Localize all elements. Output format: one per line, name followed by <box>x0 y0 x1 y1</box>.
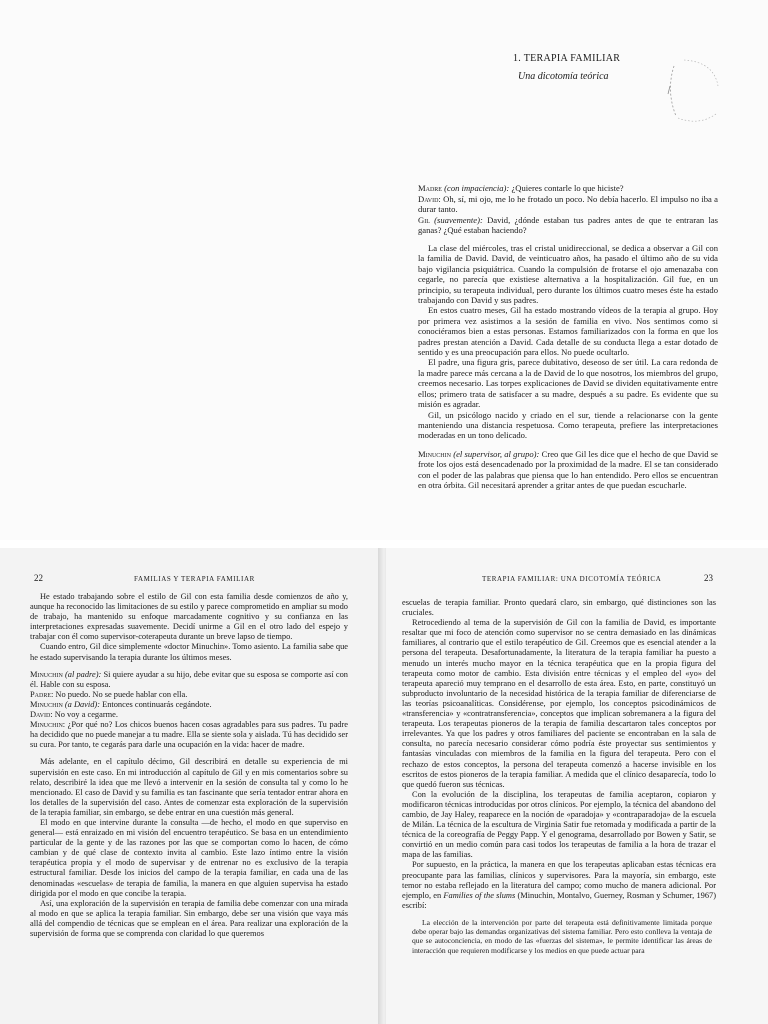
speaker: Minuchin: <box>30 720 66 730</box>
paragraph: La clase del miércoles, tras el cristal unidireccional, se dedica a observar a Gil con la familia de David. David, de veinticuatro años, ha pasado el último año de su vida bajo vigilancia psiquiátrica. Cuando la compulsión de frotarse el ojo amenazaba con cegarle, no parecía que existiese alternativa a la hospitalización. Gil fue, en un principio, su terapeuta individual, pero durante los últimos cuatro meses éste ha estado trabajando con David y sus padres. <box>418 243 718 306</box>
speaker: David: <box>418 193 441 204</box>
paragraph <box>402 860 716 910</box>
opening-dialog <box>418 183 718 236</box>
paragraph-text: Por supuesto, en la práctica, la manera en que los terapeutas aplicaban estas técnicas era preocupante para las familias, clínicos y supervisores. Para la mayoría, sin embargo, este temor no estaba reflejado en la literatura del campo; como mucho de manera adicional. Por ejemplo, en <box>402 860 716 900</box>
stage-direction: (con impaciencia): <box>444 183 510 193</box>
paragraph: Retrocediendo al tema de la supervisión de Gil con la familia de David, es importante resaltar que mi foco de atención como supervisor no se centra demasiado en las dinámicas familiares, al contrario que el estilo terapéutico de Gil. Creemos que es esencial atender a la persona del terapeuta. Desafortunadamente, la literatura de la terapia familiar ha puesto a menudo un interés mucho mayor en la técnica terapéutica que en la propia figura del terapeuta como motor de cambio. Esta división entre técnicas y el empleo del «yo» del terapeuta apareció muy temprano en el desarrollo de esta área. Esto, en parte, constituyó un subproducto involuntario de la necesidad histórica de la terapia familiar de diferenciarse de las teorías psicoanalíticas. Considérense, por ejemplo, los conceptos psicodinámicos de «transferencia» y «contratransferencia», conceptos que implican sobremanera a la figura del terapeuta. Los terapeutas pioneros de la terapia de familia descartaron tales conceptos por irrelevantes. Ya que los padres y otros familiares del paciente se encontraban en la sala de consulta, no parecía necesario considerar cómo podría éste proyectar sus sentimientos y fantasías vinculadas con miembros de la familia en la figura del terapeuta. Pero con el rechazo de estos conceptos, la persona del terapeuta comenzó a hacerse invisible en los escritos de estos pioneros de la terapia familiar. A medida que el clínico desaparecía, todo lo que quedó fueron sus técnicas. <box>402 618 716 789</box>
dialog-line <box>30 720 348 750</box>
stage-direction: (suavemente): <box>434 214 483 225</box>
paragraph: Cuando entro, Gil dice simplemente «doctor Minuchin». Tomo asiento. La familia sabe que he estado supervisando la terapia durante los últimos meses. <box>30 642 348 662</box>
stage-direction: (al padre): <box>64 669 102 679</box>
dialog-line <box>30 670 348 690</box>
dialog-line <box>418 215 718 236</box>
paragraph: Con la evolución de la disciplina, los terapeutas de familia aceptaron, copiaron y modificaron técnicas introducidas por otros clínicos. Por ejemplo, la técnica del abandono del cambio, de Jay Haley, reaparece en la noción de «paradoja» y «contraparadoja» de la escuela de Milán. La técnica de la escultura de Virginia Satir fue retomada y modificada a partir de la técnica de la coreografía de Peggy Papp. Y el genograma, desarrollado por Bowen y Satir, se convirtió en un medio común para casi todos los terapeutas de familia a la hora de trazar el mapa de las familias. <box>402 789 716 860</box>
page-23 <box>386 548 768 1024</box>
paragraph: Más adelante, en el capítulo décimo, Gil describirá en detalle su experiencia de mi supervisión en este caso. En mi introducción al capítulo de Gil y en mis comentarios sobre su relato, describiré la idea que me llevó a intervenir en la sesión de consulta tal y como lo he mencionado. El caso de David y su familia es tan fascinante que sería tentador entrar ahora en los detalles de la supervisión del caso. Antes de comenzar esta exploración de la supervisión de la terapia familiar, sin embargo, se debe entrar en una cuestión más general. <box>30 757 348 817</box>
speaker: Minuchin <box>418 448 451 459</box>
dialog-text: ¿Quieres contarle lo que hiciste? <box>509 183 624 193</box>
opening-body-text <box>418 243 718 490</box>
stage-direction: (a David): <box>64 699 100 709</box>
dialog-line <box>418 183 718 194</box>
chapter-title: 1. TERAPIA FAMILIAR <box>513 53 621 64</box>
dialog-text: Oh, sí, mi ojo, me lo he frotado un poco. No debía hacerlo. El impulso no iba a durar tanto. <box>418 193 718 214</box>
dialog-line <box>30 690 348 700</box>
running-head: TERAPIA FAMILIAR: UNA DICOTOMÍA TEÓRICA <box>482 575 662 583</box>
speaker: Minuchin <box>30 699 63 709</box>
book-title: Families of the slums <box>443 890 516 900</box>
dialog-line <box>418 449 718 491</box>
paragraph: El modo en que intervine durante la consulta —de hecho, el modo en que superviso en general— está enraizado en mi visión del encuentro terapéutico. Se basa en un entendimiento particular de la gente y de las razones por las que se comportan como lo hacen, de cómo cambian y de qué clase de contexto invita al cambio. Este lazo íntimo entre la visión terapéutica propia y el modo de supervisar y de entrenar no es exclusivo de la terapia estructural familiar. Desde los inicios del campo de la terapia familiar, en cada una de las denominadas «escuelas» de terapia de familia, la manera en que alguien supervisa ha estado dirigida por el modo en que concibe la terapia. <box>30 817 348 898</box>
speaker: Minuchin <box>30 669 63 679</box>
dialog-line <box>418 194 718 215</box>
dialog-line <box>30 710 348 720</box>
dialog-text: No puedo. No se puede hablar con ella. <box>53 689 188 699</box>
dialog-text: ¿Por qué no? Los chicos buenos hacen cosas agradables para sus padres. Tu padre ha decidido que no puede manejar a tu madre. Ella se siente sola y aislada. Tú has decidido ser su cura. Por tanto, te cegarás para darle una ocupación en la vida: hacer de madre. <box>30 720 348 750</box>
dialog-text: Entonces continuarás cegándote. <box>100 699 212 709</box>
dialog-text: David, ¿dónde estaban tus padres antes de que te entraran las ganas? ¿Qué estaban haciendo? <box>418 214 718 235</box>
dialog-line <box>30 700 348 710</box>
page-number: 23 <box>704 573 713 583</box>
speaker: Padre: <box>30 689 54 699</box>
page-number: 22 <box>34 573 43 583</box>
paragraph: escuelas de terapia familiar. Pronto quedará claro, sin embargo, qué distinciones son las cruciales. <box>402 598 716 618</box>
paragraph: Así, una exploración de la supervisión en terapia de familia debe comenzar con una mirada al modo en que se aplica la terapia familiar. Sin embargo, debe ser una visión que vaya más allá del compendio de técnicas que se emplean en el área. Para realizar una exploración de la supervisión de forma que se comprenda con claridad lo que queremos <box>30 898 348 938</box>
paragraph: Gil, un psicólogo nacido y criado en el sur, tiende a relacionarse con la gente manteniendo una distancia respetuosa. Como terapeuta, prefiere las interpretaciones moderadas en un tono delicado. <box>418 409 718 441</box>
speaker: Madre <box>418 183 442 193</box>
page-22 <box>0 548 382 1024</box>
page-23-text <box>402 598 716 955</box>
library-stamp-icon <box>664 56 720 126</box>
stage-direction: (el supervisor, al grupo): <box>453 448 540 459</box>
running-head: FAMILIAS Y TERAPIA FAMILIAR <box>134 575 255 583</box>
paragraph-text: (Minuchin, Montalvo, Guerney, Rosman y Schumer, 1967) escribí: <box>402 890 716 910</box>
block-quote: La elección de la intervención por parte del terapeuta está definitivamente limitada porque debe operar bajo las demandas organizativas del sistema familiar. Pero esto conlleva la ventaja de que se autoconciencia, en modo de las «fuerzas del sistema», le permite identificar las áreas de interacción que requieren modificarse y los medios en que puede actuar para <box>412 917 712 955</box>
dialog-text: Creo que Gil les dice que el hecho de que David se frote los ojos está desencadenado por la proximidad de la madre. El se tan considerado con el poder de las palabras que piensa que lo han entendido. Pero ellos se encuentran en otra órbita. Gil necesitará aprender a gritar antes de que puedan escucharle. <box>418 448 718 490</box>
page-22-text <box>30 592 348 939</box>
speaker: David: <box>30 710 53 720</box>
paragraph: En estos cuatro meses, Gil ha estado mostrando vídeos de la terapia al grupo. Hoy por primera vez asistimos a la sesión de familia en vivo. Nos sentimos como si conociéramos bien a estas personas. Estamos familiarizados con la forma en que los padres prestan atención a David. Cada detalle de su conducta llega a estar dotado de sentido y es una preocupación para ellos. No puede ocultarlo. <box>418 305 718 358</box>
dialog-text: Si quiere ayudar a su hijo, debe evitar que su esposa se comporte así con él. Hable con su esposa. <box>30 669 348 689</box>
paragraph: He estado trabajando sobre el estilo de Gil con esta familia desde comienzos de año y, aunque ha reconocido las limitaciones de su estilo y parece comprometido en ampliar su modo de trabajo, ha mantenido su enfoque marcadamente cognitivo y su confianza en las interpretaciones expresadas suavemente. Decidí unirme a Gil en el otro lado del espejo y trabajar con él como supervisor-coterapeuta durante un breve lapso de tiempo. <box>30 592 348 642</box>
paragraph: El padre, una figura gris, parece dubitativo, deseoso de ser útil. La cara redonda de la madre parece más cercana a la de David de lo que nosotros, los miembros del grupo, creemos necesario. Las torpes explicaciones de David se dividen equitativamente entre ellos; primero trata de satisfacer a su madre, después a su padre. Es evidente que su misión es agradar. <box>418 357 718 410</box>
chapter-subtitle: Una dicotomía teórica <box>518 71 609 82</box>
speaker: Gil <box>418 214 430 225</box>
dialog-text: No voy a cegarme. <box>52 710 118 720</box>
